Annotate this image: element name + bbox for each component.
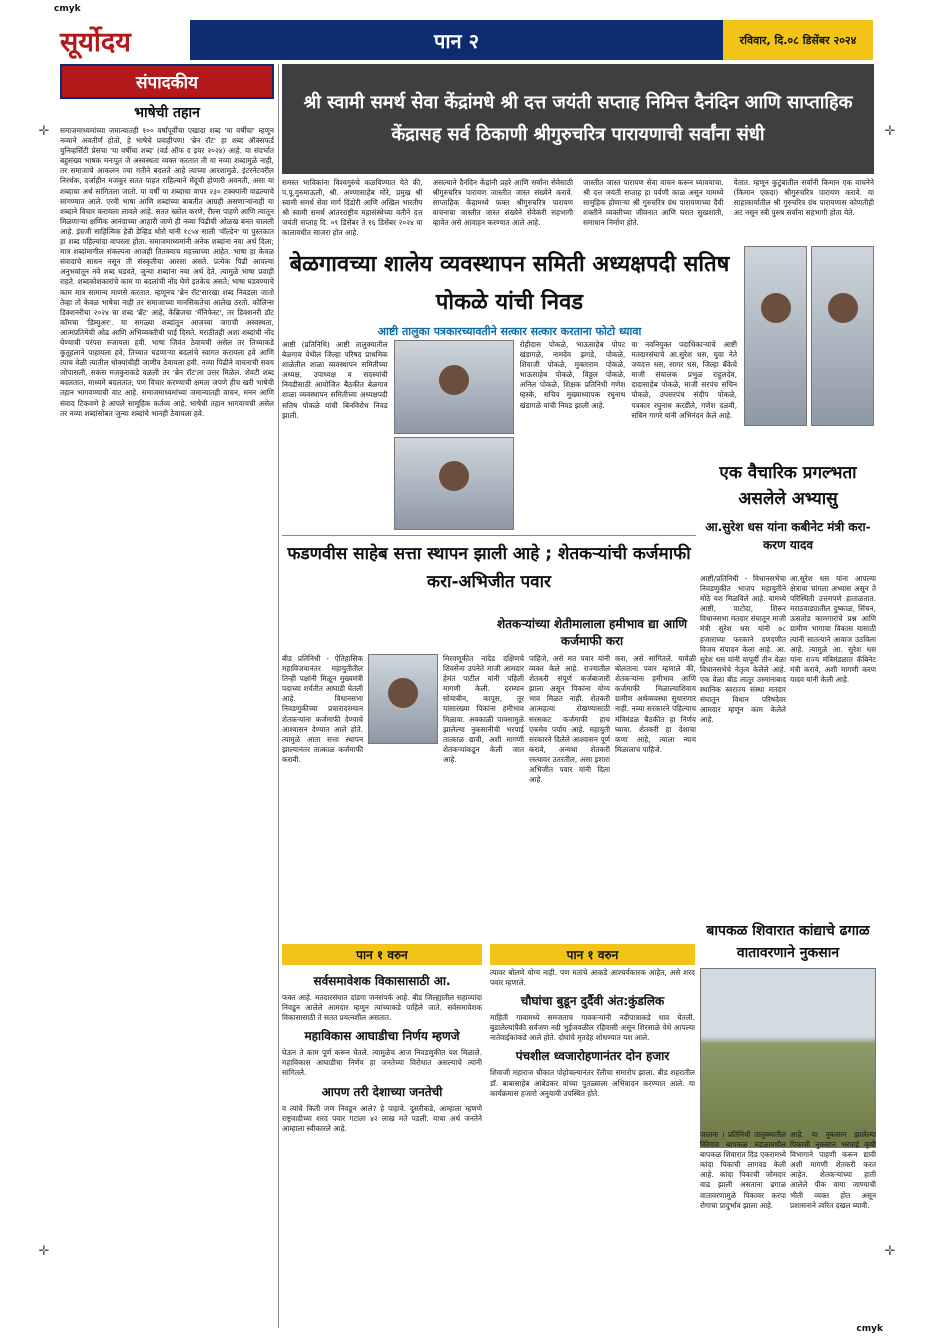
registration-mark-icon: ✛: [38, 1244, 50, 1259]
portrait-photo: [744, 246, 807, 426]
vaichar-subhead: आ.सुरेश धस यांना कबीनेट मंत्री करा-करण यादव: [705, 520, 871, 552]
editorial-label: संपादकीय: [60, 64, 274, 99]
article-subhead: पंचशील ध्वजारोहणानंतर दोन हजार: [515, 1049, 670, 1064]
vaichar-article-header: [700, 460, 876, 554]
article-column: समस्त भाविकांना विश्वगुरुंचे कळविण्यात येते की, प.पू.गुरुमाऊली, श्री. अण्णासाहेब मोरे, प्रमुख श्री स्वामी समर्थ सेवा मार्ग दिंडोरी आणि अखिल भारतीय श्री स्वामी समर्थ आंतरराष्ट्रीय महासंस्थेच्या वतीने दत्त जयंती सप्ताह दि. ०९ डिसेंबर ते १६ डिसेंबर २०२४ या कालावधीत साजरा होत आहे.: [282, 178, 423, 238]
fadnavis-article-header: [282, 540, 696, 596]
article-column: या नवनियुक्त पदाधिकाऱ्यांचे आष्टी मतदारसंघाचे आ.सुरेश धस, युवा नेते जयदत्त धस, सागर धस, जिल्हा बँकेचे माजी संचालक प्रभुळ राहुलदेव, दादासाहेब पोकळे, माजी सरपंच सचिन पोकळे, उपसरपंच संदीप पोकळे, पत्रकार रघुनाथ करडीले, गणेश दळवी, सचिन गागरे यांनी अभिनंदन केले आहे.: [631, 340, 738, 420]
portrait-photos: [744, 246, 874, 426]
group-photos: [394, 340, 514, 530]
article-text: शिवाजी महाराज चौकात पोहोचल्यानंतर रॅलीचा समारोप झाला. बीड शहरातील डॉ. बाबासाहेब आंबेडकर यांच्या पुतळ्याला अभिवादन करण्यात आले. या कार्यक्रमास हजारो अनुयायी उपस्थित होते.: [490, 1068, 695, 1098]
page-number: पान २: [190, 20, 723, 60]
section-divider: [282, 535, 696, 536]
article-subhead: सर्वसमावेशक विकासासाठी आ.: [313, 974, 451, 988]
fadnavis-headline: फडणवीस साहेब सत्ता स्थापन झाली आहे ; शेतकऱ्यांची कर्जमाफी करा-अभिजीत पवार: [287, 544, 691, 592]
page-header: [60, 20, 873, 60]
continued-from-page1-label: पान १ वरुन: [490, 944, 695, 965]
registration-mark-icon: ✛: [884, 124, 896, 139]
fadnavis-subhead: शेतकऱ्यांच्या शेतीमालाला हमीभाव द्या आणि कर्जमाफी करा: [497, 617, 687, 648]
portrait-photo: [811, 246, 874, 426]
article-column: बीड प्रतिनिधी - ऐतिहासिक महाविजयानंतर महायुतीतील तिन्ही पक्षांनी मिळून मुख्यमंत्री पदाच्या शर्यतीत आघाडी घेतली आहे. विधानसभा निवडणुकीच्या प्रचारादरम्यान शेतकऱ्यांना कर्जमाफी देण्याचे आश्वासन देण्यात आले होते. त्यामुळे आता सत्ता स्थापन झाल्यानंतर तात्काळ कर्जमाफी करावी.: [282, 654, 363, 764]
datta-jayanti-article: [282, 178, 874, 242]
editorial-title: भाषेची तहान: [134, 105, 200, 121]
article-column: करा, असे सांगितले. यावेळी बोलताना पवार म्हणाले की, शेतकऱ्यांना हमीभाव आणि कर्जमाफी मिळाल्याशिवाय ग्रामीण अर्थव्यवस्था सुधारणार नाही. नव्या सरकारने पहिल्याच मंत्रिमंडळ बैठकीत हा निर्णय घ्यावा. शेतकरी हा देशाचा कणा आहे, त्याला न्याय मिळालाच पाहिजे.: [615, 654, 696, 754]
article-column: पाहिजे, असे मत पवार यांनी व्यक्त केले आहे. राज्यातील शेतकरी संपूर्ण कर्जबाजारी झाला असून पिकांना योग्य भाव मिळत नाही. शेतकरी आत्महत्या रोखण्यासाठी सरसकट कर्जमाफी हाच एकमेव पर्याय आहे. महायुती सरकारने दिलेले आश्वासन पूर्ण करावे, अन्यथा शेतकरी रस्त्यावर उतरतील, असा इशारा अभिजीत पवार यांनी दिला आहे.: [529, 654, 610, 785]
bapkal-article-body: [700, 1130, 876, 1326]
article-column: मिरवणूकीत नांदेड दक्षिणचे शिवसेना उपनेते माजी आमदार हेमंत पाटील यांनी पहिली मागणी केली. दरम्यान सोयाबीन, कापूस, तूर यांसारख्या पिकांना हमीभाव मिळावा. अवकाळी पावसामुळे झालेल्या नुकसानीची भरपाई तात्काळ द्यावी, अशी मागणी शेतकऱ्यांकडून केली जात आहे.: [443, 654, 524, 764]
masthead-logo: सूर्योदय: [60, 26, 131, 58]
registration-mark-icon: ✛: [38, 124, 50, 139]
article-column: आ.सुरेश धस यांना आपल्या क्षेत्राचा चांगला अभ्यास असून ते परिस्थिती उत्तमपणे हाताळतात. मराठवाड्यातील दुष्काळ, सिंचन, ऊसतोड कामगारांचे प्रश्न आणि ग्रामीण भागाचा विकास यासाठी त्यांनी सातत्याने आवाज उठविला आहे. त्यामुळे आ. सुरेश धस यांना राज्य मंत्रिमंडळात कॅबिनेट मंत्री करावे, अशी मागणी करण यादव यांनी केली आहे.: [790, 574, 876, 684]
onion-field-photo: [700, 968, 876, 1148]
belgaum-article-body: [282, 340, 737, 530]
banner-headline-datta-jayanti: श्री स्वामी समर्थ सेवा केंद्रांमधे श्री दत्त जयंती सप्ताह निमित्त दैनंदिन आणि साप्ताहिक केंद्रासह सर्व ठिकाणी श्रीगुरुचरित्र पारायणाची सर्वांना संधी: [282, 64, 874, 174]
continued-articles-middle: [490, 968, 695, 1328]
vaichar-headline: एक वैचारिक प्रगल्भता असलेले अभ्यासु: [719, 463, 857, 509]
article-column: आहे. या नुकसान झालेल्या पिकाची नुकसान भरपाई कृषी विभागाने पाहणी करून द्यावी अशी मागणी शेतकरी करत आहेत. शेतकऱ्यांच्या हाती आलेले पीक वाया जाण्याची भीती व्यक्त होत असून प्रशासनाने त्वरित दखल घ्यावी.: [790, 1130, 876, 1210]
article-column: आष्टी/प्रतिनिधी - विधानसभेचा निवडणुकीत भाजप महायुतीने मोठे यश मिळविले आहे. यामध्ये आष्टी, पाटोदा, शिरूर विधानसभा मतदार संघातून माजी मंत्री सुरेश धस यांनी ७८ हजाराच्या फरकाने दणदणीत विजय संपादन केला आहे. आ. सुरेश धस यांनी यापूर्वी तीन वेळा विधानसभेचे नेतृत्व केलेले आहे. एक वेळा बीड लातूर उस्मानाबाद स्थानिक स्वराज्य संस्था मतदार संघातून विधान परिषदेवर आमदार म्हणून काम केलेले आहे.: [700, 574, 786, 725]
article-subhead: महाविकास आघाडीचा निर्णय म्हणजे: [304, 1029, 460, 1044]
cmyk-mark-bottom: cmyk: [856, 1324, 883, 1334]
continued-articles-left: [282, 968, 482, 1328]
article-text: माहिती गावामध्ये समजताच गावकऱ्यांनी नदीपात्राकडे धाव घेतली. बुडालेल्यांपैकी सर्वजण नदी भुईजवळील रहिवासी असून शिरसाळे येथे आपल्या नातेवाईकांकडे आले होते. दोघांचे मृतदेह शोधण्यात यश आले.: [490, 1013, 695, 1043]
continued-from-page1-label: पान १ वरुन: [282, 944, 482, 965]
article-column: रोहीदास पोकळे, भाऊसाहेब पोपट खंडागळे, नामदेव झगडे, पोकळे, शिवाजी पोकळे, मुक्ताराम पोकळे, भाऊसाहेब पोकळे, विठ्ठल पोकळे, अनिल पोकळे, शिक्षक प्रतिनिधी गणेश म्हस्के, सचिव मुख्याध्यापक रघुनाथ खंडागळे यांची निवड झाली आहे.: [519, 340, 626, 410]
article-column: जालना । प्रतिनिधी तालुक्यातील विरेगाव बापकळ मंडळामधील बापकळ शिवारात दिड एकरामध्ये कांदा पिकाची लागवड केली आहे. कांदा पिकाची जोमदार वाढ झाली असताना ढगाळ वातावरणामुळे पिकावर करपा रोगाचा प्रादुर्भाव झाला आहे.: [700, 1130, 786, 1210]
article-column: येतात. म्हणून कुटुंबातील सर्वांनी किमान एक वाचनेने (किमान एकदा) श्रीगुरुचरित्र पारायण करावे. या साहाकार्यातील श्री गुरुचरित्र ग्रंथ पारायणास कोणतीही अट नसून स्त्री पुरुष सर्वांना सहभागी होता येते.: [733, 178, 874, 218]
registration-mark-icon: ✛: [884, 1244, 896, 1259]
cmyk-mark-top: cmyk: [54, 4, 81, 14]
article-subhead: चौघांचा बुडून दुर्दैवी अंत:कुंडलिक: [520, 994, 665, 1009]
dateline: रविवार, दि.०८ डिसेंबर २०२४: [723, 20, 873, 60]
belgaum-article-header: [282, 246, 737, 339]
article-column: असल्याने दैनंदिन केंद्रांनी प्रहरे आणि सर्वांना सेवेसाठी श्रीगुरुचरित्र पारायण जास्तीत जास्त संख्येने करावे. साप्ताहिक केंद्रामध्ये फक्त श्रीगुरुचरित्र पारायण वाचनाचा जास्तीत जास्त संख्येने सेवेकरी सहभागी व्हावेत असे आवाहन करण्यात आले आहे.: [432, 178, 573, 228]
group-photo: [394, 437, 514, 531]
fadnavis-article-body: [282, 654, 696, 936]
editorial-body: समाजमाध्यमांच्या जमान्यातही १०० वर्षांपूर्वीचा एखादा शब्द 'या वर्षीचा' म्हणून नव्याने अवतीर्ण होतो, हे भाषेचे प्रवाहीपण! 'ब्रेन रॉट' हा शब्द ऑक्सफर्ड युनिव्हर्सिटी प्रेसचा 'या वर्षीचा शब्द' (वर्ड ऑफ द इयर २०२४) आहे. या संदर्भात बहुसंख्य भाषक मनःपूत जे अस्वस्थता व्यक्त करतात ती या नव्या शब्दामुळे नाही, तर समाजाचे आकलन ज्या गतीने बदलते आहे त्याच्या आरशामुळे. इंटरनेटवरील निरर्थक, दर्जाहीन मजकूर सतत पाहत राहिल्याने मेंदूची होणारी अवनती, असा या शब्दाचा अर्थ सांगितला जातो. या वर्षी या शब्दाचा वापर २३० टक्क्यांनी वाढल्याचे सांगण्यात आले. एरवी भाषा आणि शब्दांच्या बाबतीत आग्रही असणाऱ्यांनाही या शब्दाने विचार करायला लावले आहे. सतत स्क्रोल करणे, रील्स पाहणे आणि त्यातून मिळणाऱ्या क्षणिक आनंदाच्या आहारी जाणे ही नव्या पिढीची ओळख बनत चालली आहे. इंग्रजी साहित्यिक हेन्री डेव्हिड थोरो यांनी १८५४ साली 'वॉल्डेन' या पुस्तकात हा शब्द पहिल्यांदा वापरला होता. समाजमाध्यमांनी अनेक शब्दांना नवा अर्थ दिला; मात्र शब्दांमागील संकल्पना आजही तितक्याच महत्त्वाच्या आहेत. भाषा हा केवळ संवादाचे साधन नसून ती संस्कृतीचा आरसा असते. प्रत्येक पिढी आपल्या अनुभवांतून नवे शब्द घडवते, जुन्या शब्दांना नवा अर्थ देते. त्यामुळे भाषा प्रवाही राहते. शब्दकोशकारांचे काम या बदलांची नोंद घेणे इतकेच असते; भाषा घडवण्याचे काम मात्र सामान्य माणसे करतात. म्हणूनच 'ब्रेन रॉट'सारखा शब्द निवडला जातो तेव्हा तो केवळ भाषेचा नाही तर समाजाच्या मानसिकतेचा आलेख ठरतो. कोलिन्स डिक्शनरीचा २०२४ चा शब्द 'ब्रॅट' आहे, केंब्रिजचा 'मॅनिफेस्ट', तर डिक्शनरी डॉट कॉमचा 'डिम्युअर'. या सगळ्या शब्दांतून आजच्या जगाची अस्वस्थता, आत्मप्रतिमेची ओढ आणि अभिव्यक्तीची घाई दिसते. मराठीतही अशा शब्दांची नोंद घेण्याची परंपरा रुजायला हवी. भाषा जिवंत ठेवायची असेल तर तिच्याकडे कुतूहलाने पाहायला हवे, तिच्यात घडणाऱ्या बदलांचे स्वागत करायला हवे आणि त्याच वेळी त्यातील धोक्यांचीही जाणीव ठेवायला हवी. नव्या पिढीने वाचनाची सवय जोपासली, सकस मजकुराकडे वळली तर 'ब्रेन रॉट'ला उत्तर मिळेल. शेवटी शब्द बदलतात, माध्यमे बदलतात; पण विचार करण्याची क्षमता जपणे हीच खरी भाषेची तहान भागवण्याची वाट आहे. समाजमाध्यमांच्या जमान्यातही वाचन, मनन आणि संवाद टिकवणे हे आपले सामूहिक कर्तव्य आहे. भाषेची तहान भागवायची असेल तर नव्या शब्दांसोबत जुन्या शब्दांचे भानही ठेवायला हवे.: [60, 126, 274, 418]
bapkal-headline: बापकळ शिवारात कांद्याचे ढगाळ वातावरणाने नुकसान: [706, 923, 870, 961]
column-divider: [278, 64, 279, 1328]
article-text: त्यावर बोलणे योग्य नाही. पण मतांचे आकडे आश्चर्यकारक आहेत, असे शरद पवार म्हणाले.: [490, 968, 695, 988]
article-subhead: आपण तरी देशाच्या जनतेची: [321, 1084, 443, 1099]
article-column: आष्टी (प्रतिनिधि) आष्टी तालुक्यातील बेळगाव येथील जिल्हा परिषद प्राथमिक शाळेतील शाळा व्यवस्थापन समितीच्या अध्यक्ष, उपाध्यक्ष व सदस्यांची निवडीसाठी आयोजित बैठकीत बेळगाव शाळा व्यवस्थापन समितीच्या अध्यक्षपदी सतिष पोकळे यांची बिनविरोध निवड झाली.: [282, 340, 388, 420]
vaichar-article-body: [700, 574, 876, 904]
editorial-column: [60, 64, 274, 1328]
article-text: घेऊन ते काम पूर्ण करून घेतले. त्यामुळेच आज निवडणुकीत यश मिळाले. महाविकास आघाडीचा निर्णय हा जनतेच्या विरोधात असल्याचे त्यांनी सांगितले.: [282, 1048, 482, 1078]
belgaum-headline: बेळगावच्या शालेय व्यवस्थापन समिती अध्यक्षपदी सतिष पोकळे यांची निवड: [289, 252, 730, 315]
belgaum-caption: आष्टी तालुका पत्रकारच्यावतीने सत्कार सत्कार करताना फोटो ध्यावा: [377, 325, 642, 338]
bapkal-article-header: [700, 920, 876, 1148]
article-text: व त्यांचे किती जण निवडून आले? हे पाहावे. दुसरीकडे, आम्हाला म्हणणे राष्ट्रवादीच्या शरद पवार गटाला ४२ लाख मते पडली. याचा अर्थ जनतेने आम्हाला स्वीकारले आहे.: [282, 1103, 482, 1133]
article-text: फक्त आहे. मतदारसंघात दांडगा जनसंपर्क आहे. बीड जिल्ह्यातील सहाव्यांदा निवडून आलेले आमदार म्हणून त्यांच्याकडे पाहिले जाते. सर्वसमावेशक विकासासाठी ते सतत प्रयत्नशील असतात.: [282, 993, 482, 1023]
group-photo: [394, 340, 514, 434]
article-column: जास्तीत जास्त पारायण सेवा वाचन करून घ्यावयाचा. श्री दत्त जयंती सप्ताह हा पर्वणी काळ असून यामध्ये सामुहिक होणाऱ्या श्री गुरुचरित्र ग्रंथ पारायणाच्या दैवी शक्तीने व्यक्तीच्या जीवनात आणि घरात सुखशांती, समाधान निर्माण होते.: [583, 178, 724, 228]
portrait-photo: [368, 654, 438, 744]
